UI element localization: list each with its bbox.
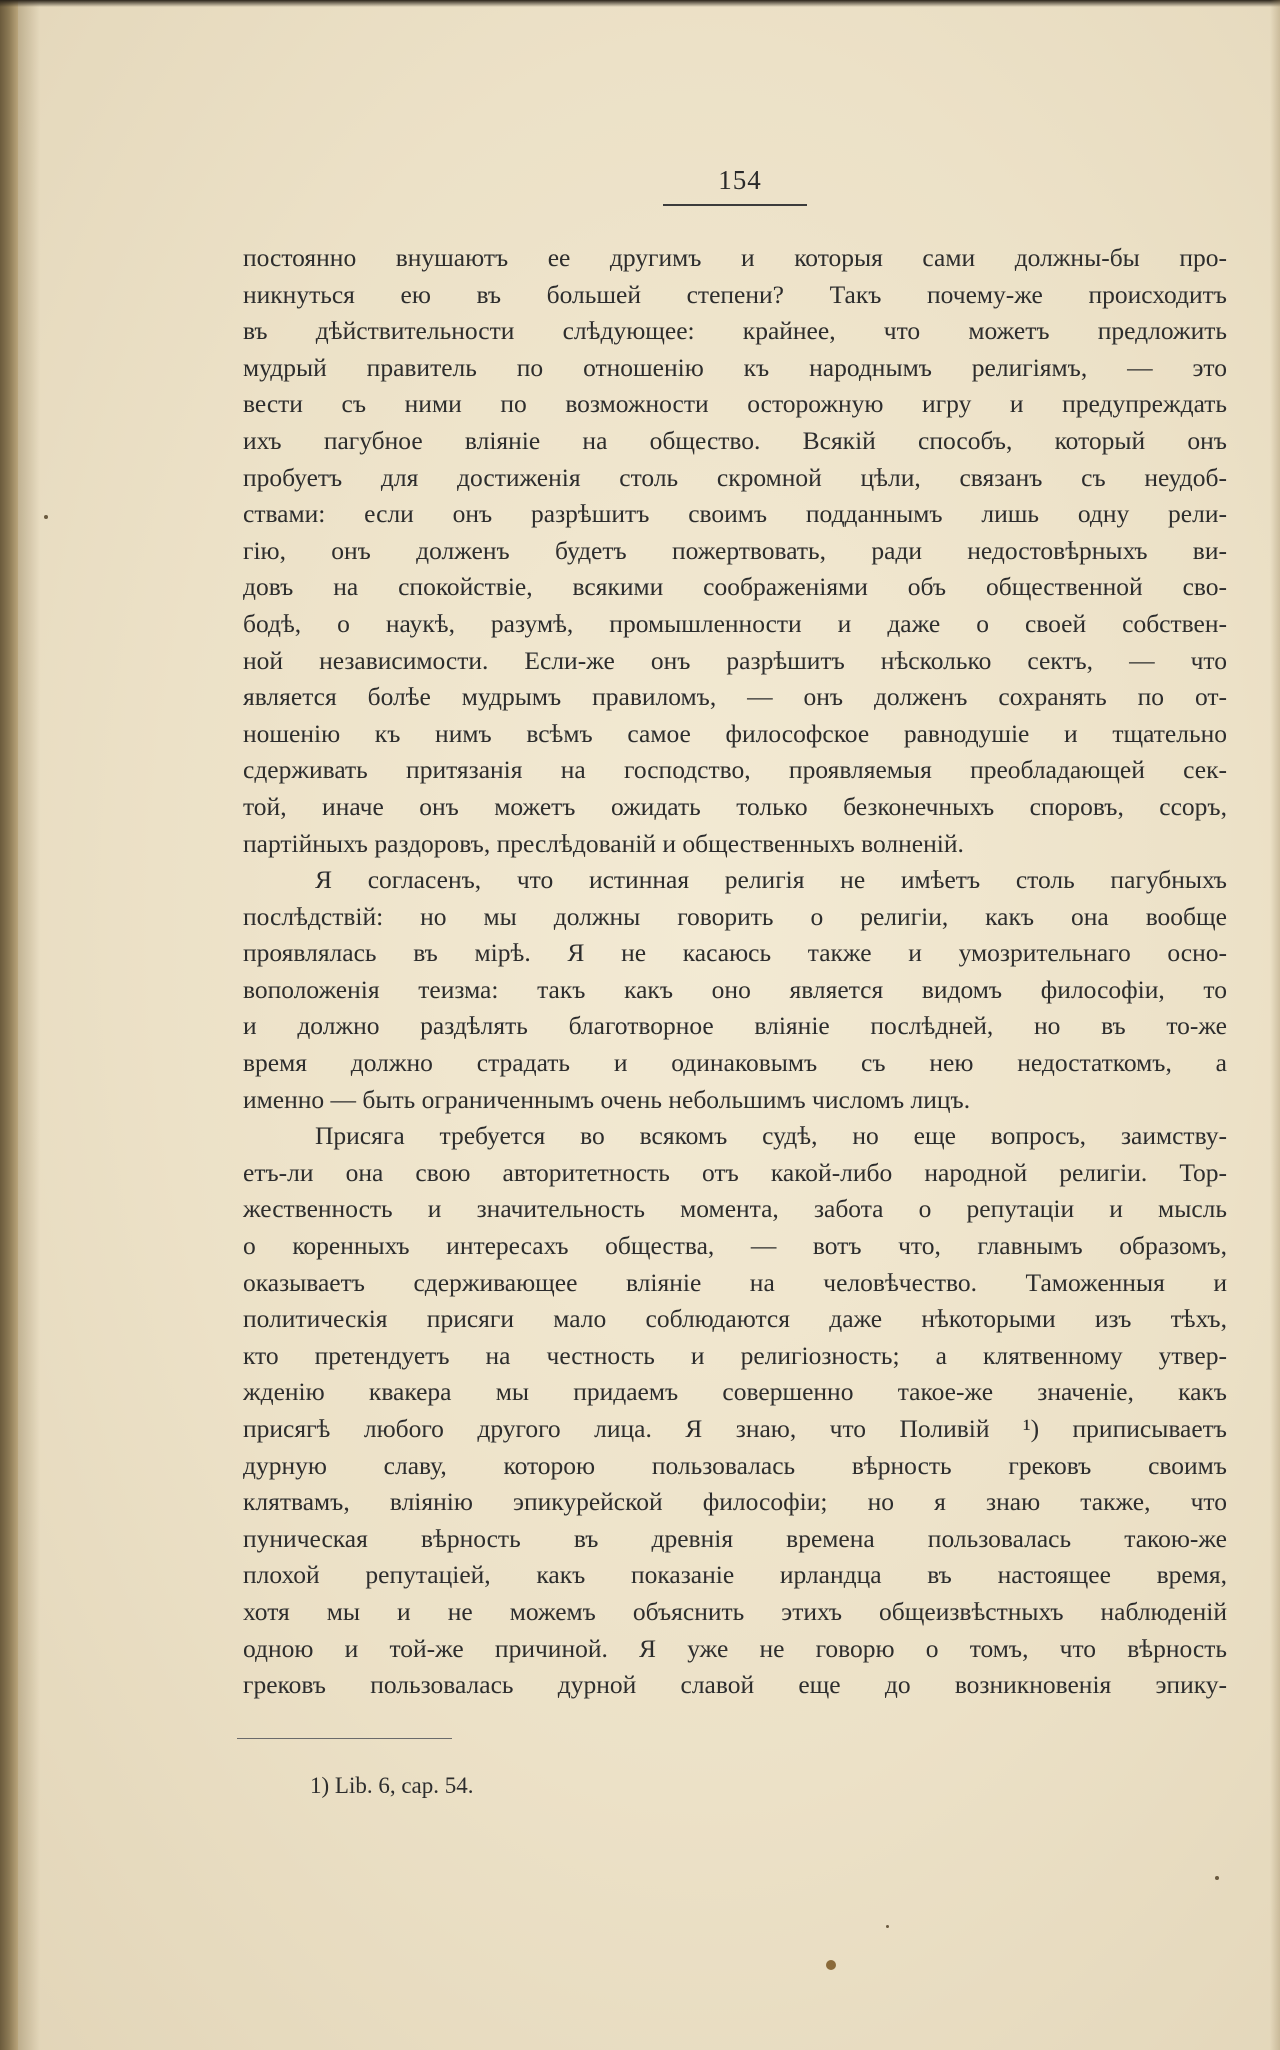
text-line: етъ-ли она свою авторитетность отъ какой-либо народной религіи. Тор- — [243, 1157, 1227, 1187]
paper-speck — [1215, 1876, 1219, 1880]
text-line: пуническая вѣрность въ древнія времена пользовалась такою-же — [243, 1523, 1227, 1553]
text-line: проявлялась въ мірѣ. Я не касаюсь также и умозрительнаго осно- — [243, 938, 1227, 968]
text-line: послѣдствій: но мы должны говорить о религіи, какъ она вообще — [243, 901, 1227, 931]
paper-speck — [826, 1960, 836, 1970]
text-line: дурную славу, которою пользовалась вѣрность грековъ своимъ — [243, 1450, 1227, 1480]
text-line: ношенію къ нимъ всѣмъ самое философское равнодушіе и тщательно — [243, 718, 1227, 748]
text-line: Присяга требуется во всякомъ судѣ, но еще вопросъ, заимству- — [315, 1121, 1227, 1151]
text-line: партійныхъ раздоровъ, преслѣдованій и общественныхъ волненій. — [243, 828, 964, 858]
text-line: плохой репутаціей, какъ показаніе ирландца въ настоящее время, — [243, 1560, 1227, 1590]
page-number: 154 — [718, 165, 762, 195]
text-line: кто претендуетъ на честность и религіозность; а клятвенному утвер- — [243, 1340, 1227, 1370]
text-line: жественность и значительность момента, забота о репутаціи и мысль — [243, 1194, 1227, 1224]
text-line: клятвамъ, вліянію эпикурейской философіи; но я знаю также, что — [243, 1487, 1227, 1517]
text-line: мудрый правитель по отношенію къ народнымъ религіямъ, — это — [243, 352, 1227, 382]
text-line: и должно раздѣлять благотворное вліяніе послѣдней, но въ то-же — [243, 1011, 1227, 1041]
page-number-underline — [663, 204, 807, 206]
text-line: одною и той-же причиной. Я уже не говорю о томъ, что вѣрность — [243, 1633, 1227, 1663]
text-line: ихъ пагубное вліяніе на общество. Всякій способъ, который онъ — [243, 425, 1227, 455]
text-line: является болѣе мудрымъ правиломъ, — онъ долженъ сохранять по от- — [243, 682, 1227, 712]
book-binding-edge — [0, 0, 18, 2050]
gutter-shadow — [18, 0, 40, 2050]
footnote: 1) Lib. 6, cap. 54. — [310, 1773, 474, 1798]
text-line: хотя мы и не можемъ объяснить этихъ общеизвѣстныхъ наблюденій — [243, 1596, 1227, 1626]
footnote-separator — [237, 1738, 452, 1739]
text-line: вести съ ними по возможности осторожную игру и предупреждать — [243, 389, 1227, 419]
text-line: оказываетъ сдерживающее вліяніе на человѣчество. Таможенныя и — [243, 1267, 1227, 1297]
text-line: пробуетъ для достиженія столь скромной цѣли, связанъ съ неудоб- — [243, 462, 1227, 492]
text-line: сдерживать притязанія на господство, проявляемыя преобладающей сек- — [243, 755, 1227, 785]
text-line: присягѣ любого другого лица. Я знаю, что Поливій ¹) приписываетъ — [243, 1414, 1227, 1443]
text-line: той, иначе онъ можетъ ожидать только безконечныхъ споровъ, ссоръ, — [243, 791, 1227, 821]
text-line: бодѣ, о наукѣ, разумѣ, промышленности и даже о своей собствен- — [243, 608, 1227, 638]
text-line: грековъ пользовалась дурной славой еще до возникновенія эпику- — [243, 1670, 1227, 1700]
paper-speck — [886, 1925, 889, 1928]
text-line: постоянно внушаютъ ее другимъ и которыя сами должны-бы про- — [243, 243, 1227, 272]
text-line: ствами: если онъ разрѣшитъ своимъ подданнымъ лишь одну рели- — [243, 499, 1227, 529]
text-line: никнуться ею въ большей степени? Такъ почему-же происходитъ — [243, 279, 1227, 309]
text-line: о коренныхъ интересахъ общества, — вотъ что, главнымъ образомъ, — [243, 1231, 1227, 1261]
text-line: именно — быть ограниченнымъ очень небольшимъ числомъ лицъ. — [243, 1084, 971, 1114]
main-text — [243, 240, 1227, 1704]
text-line: время должно страдать и одинаковымъ съ нею недостаткомъ, а — [243, 1048, 1227, 1078]
text-line: въ дѣйствительности слѣдующее: крайнее, что можетъ предложить — [243, 316, 1227, 346]
text-line: воположенія теизма: такъ какъ оно является видомъ философіи, то — [243, 974, 1227, 1004]
page-right-edge — [1270, 0, 1280, 2050]
text-line: политическія присяги мало соблюдаются даже нѣкоторыми изъ тѣхъ, — [243, 1304, 1227, 1334]
text-line: гію, онъ долженъ будетъ пожертвовать, ради недостовѣрныхъ ви- — [243, 535, 1227, 565]
page-top-edge — [0, 0, 1280, 7]
text-line: жденію квакера мы придаемъ совершенно такое-же значеніе, какъ — [243, 1377, 1227, 1407]
text-line: ной независимости. Если-же онъ разрѣшитъ нѣсколько сектъ, — что — [243, 645, 1227, 675]
paper-speck — [44, 515, 48, 519]
text-line: Я согласенъ, что истинная религія не имѣетъ столь пагубныхъ — [315, 865, 1227, 895]
text-line: довъ на спокойствіе, всякими соображеніями объ общественной сво- — [243, 572, 1227, 602]
